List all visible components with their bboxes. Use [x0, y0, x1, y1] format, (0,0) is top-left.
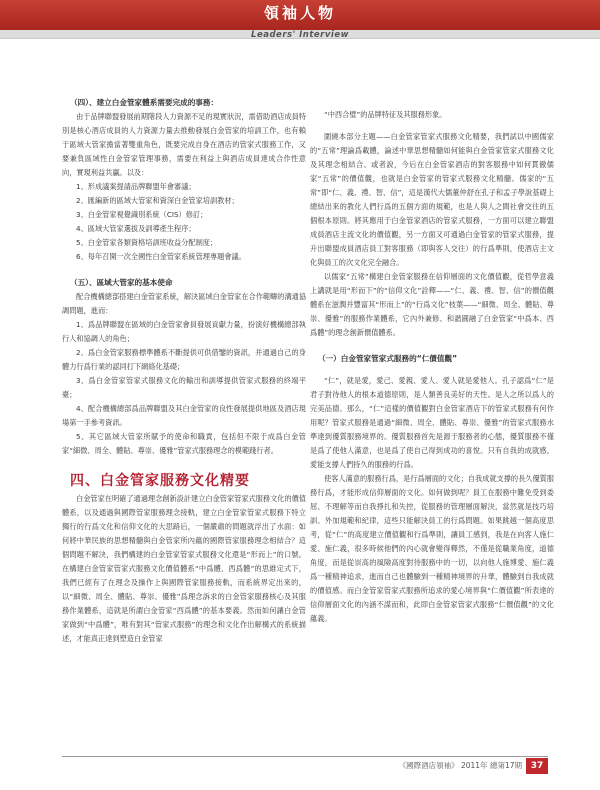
- list-item: 6、每年召開一次全國性白金管家系統管理專題會議。: [76, 252, 246, 261]
- paragraph: 使客人滿意的服務行爲，是行爲層面的文化；自我成就支撐的長久優質服務行爲，才能形成信仰層面的文化。如何做到呢？員工在服務中難免受到委屈、不理解等而自我掙扎和失控，從服務的管理層面解決，當然就是技巧培訓、外加規範和紀律，這些只能解決員工的行爲問題。如果跳越一個高度思考，從“仁”的高度建立價值觀和行爲準則，讓員工感到，我是在向客人施仁愛、施仁義，很多時候他們的內心就會變得釋然，不僅是從職業角度，道德角度，而是從崇高的風險高度對待服務中的一切，以向他人施博愛、施仁義爲一種精神追求，進而自己也體驗到一種精神境界的升華，體驗到自我成就的價值感。而白金管家管家式服務所追求的愛心境界與“仁價值觀”所表達的信仰層面文化的內涵不謀而和，此即白金管家管家式服務“仁價值觀”的文化蘊義。: [310, 474, 555, 623]
- list-item: 1、爲品牌聯盟在區域的白金管家會員發展貢獻力量，扮演好機構總部執行人和協調人的角色；: [62, 320, 306, 343]
- magazine-name: 《國際酒店領袖》: [398, 761, 459, 770]
- part4-intro: 由于品牌聯盟發展前期階段人力資源不足的現實狀況，需借助酒店成員特別是核心酒店成員的人力資源力量去推動發展白金管家的培訓工作，也有賴于區域大管家擔當著雙重角色，既要完成自身在酒店的管家式服務工作，又要兼負區域性白金管家管理事務，需要在利益上與酒店成員達成合作性意向，實現利益共贏。以及：: [62, 112, 307, 177]
- part5-intro: 配合機構總部搭建白金管家系統，解決區域白金管家在合作範疇的溝通協調問題，進而：: [62, 292, 307, 315]
- list-item: 4、區域大管家選拔及訓導產生程序；: [76, 224, 196, 233]
- footer-rule: [62, 756, 548, 757]
- part5-heading: （五）、區域大管家的基本使命: [70, 278, 173, 287]
- left-column: [62, 96, 306, 646]
- section-title: 領袖人物: [263, 4, 336, 22]
- section-badge: [226, 0, 374, 40]
- page-number: 37: [526, 758, 548, 774]
- year: 2011年: [460, 761, 488, 770]
- right-column: [310, 108, 554, 626]
- list-item: 2、匯編新的區域大管家和資深白金管家培訓教材；: [76, 196, 239, 205]
- list-item: 3、白金管家視覺識別系統（CIS）修訂；: [76, 210, 208, 219]
- list-item: 5、白金管家各類資格培訓班收益分配制度；: [76, 238, 218, 247]
- paragraph: 圍繞本部分主題——白金管家管家式服務文化精要，我們試以中國儒家的“五常”理論爲載體，論述中華思想精髓如何能與白金管家管家式服務文化及其理念相結合、或者說，今后在白金管家酒店的對客服務中如何貫徹儒家“五常”的價值觀，也就是白金管家的管家式服務文化精髓。儒家的“五常”即“仁、義、禮、智、信”，這是漢代大儒董仲舒在孔子和孟子學說基礎上總結出來的教化人們行爲的五個方面的規範，也是人與人之間社會交往的五個根本原則。將其應用于白金管家酒店的管家式服務，一方面可以建立聯盟成員酒店主流文化的價值觀，另一方面又可通過白金管家的管家式服務，提升出聯盟成員酒店員工對客服務（即與客人交往）的行爲準則，使酒店主文化與員工的次文化完全融合。: [310, 132, 554, 267]
- chapter4-text: 白金管家在明確了通過理念創新設計建立白金管家管家式服務文化的價值體系，以及通過與國際管家服務理念接軌，建立白金管家管家式服務下特立獨行的行爲文化和信仰文化的大思路后，一個嚴肅的問題就浮出了水面：如何將中華民族的思想精髓與白金管家所內蘊的國際管家服務理念相結合？這個問題不解決，我們構建的白金管家管家式服務文化還是“形而上”的口號。在構建白金管家管家式服務文化價值體系“中爲體、西爲體”的思維定式下，我們已經有了在理念及操作上與國際管家服務接軌，而系統界定出來的，以“細微、周全、體貼、尊崇、優雅”爲理念訴求的白金管家服務核心及其服務作業體系，這就是所謂白金管家“西爲體”的基本要義。然而如何讓白金管家做到“中爲體”，唯有對其“管家式服務”的理念和文化作出解構式的系統描述，才能真正達到塑造白金管家: [62, 494, 307, 643]
- part4-heading: （四）、建立白金管家體系需要完成的事務：: [70, 98, 219, 107]
- sub1-heading: （一）白金管家管家式服務的“仁價值觀”: [318, 354, 458, 363]
- paragraph: “仁”，就是愛，愛己、愛親、愛人、愛人就是愛他人。孔子認爲“仁”是君子對待他人的根本道德原則，是人類善良美好的天性。是人之所以爲人的完美品德。那么，“仁”這樣的價值觀對白金管家酒店下的管家式服務有何作用呢？管家式服務是通過“細微、周全、體貼、尊崇、優雅”的管家式服務水準達到優質服務境界的。優質服務首先是源于服務者的心態，優質服務不僅是爲了使他人滿意，也是爲了使自己得到成功的喜悅。只有自我的成就感，愛能支撐人們持久的服務的行爲。: [310, 376, 554, 469]
- chapter4-heading: 四、白金管家服務文化精要: [70, 473, 250, 489]
- list-item: 5、其它區域大管家所賦予的使命和職責，包括但不限于成爲白金管家“細微、周全、體貼、尊崇、優雅”管家式服務理念的模範踐行者。: [62, 432, 306, 455]
- paragraph: 以儒家“五常”構建白金管家服務在信仰層面的文化價值觀，從哲學意義上講就是用“形而下”的“信仰文化”詮釋——“仁、義、禮、智、信”的價值觀體系在滋潤并豐富其“形而上”的“行爲文化”枝葉——“細微、周全、體貼、尊崇、優雅”的服務作業體系，它內外兼修、和諧圓融了白金管家“中爲本、西爲體”的理念創新價值體系。: [310, 272, 554, 337]
- list-item: 3、爲白金管家管家式服務文化的輸出和訓導提供管家式服務的終端平臺；: [62, 376, 306, 399]
- list-item: 2、爲白金管家服務標準體系不斷提供可供借鑒的資訊，并通過自己的身體力行爲行業的認同打下網絡化基礎；: [62, 348, 306, 371]
- list-item: 1、形成議案提請品牌聯盟年會審議；: [76, 182, 196, 191]
- section-subtitle: Leaders' Interview: [251, 30, 349, 40]
- intro-line: “中西合璧”的品牌特征及其服務形象。: [324, 110, 447, 119]
- issue: 總第17期: [489, 761, 522, 770]
- list-item: 4、配合機構總部爲品牌聯盟及其白金管家的良性發展提供地區及酒店現場第一手參考資訊。: [62, 404, 306, 427]
- footer: [340, 760, 522, 771]
